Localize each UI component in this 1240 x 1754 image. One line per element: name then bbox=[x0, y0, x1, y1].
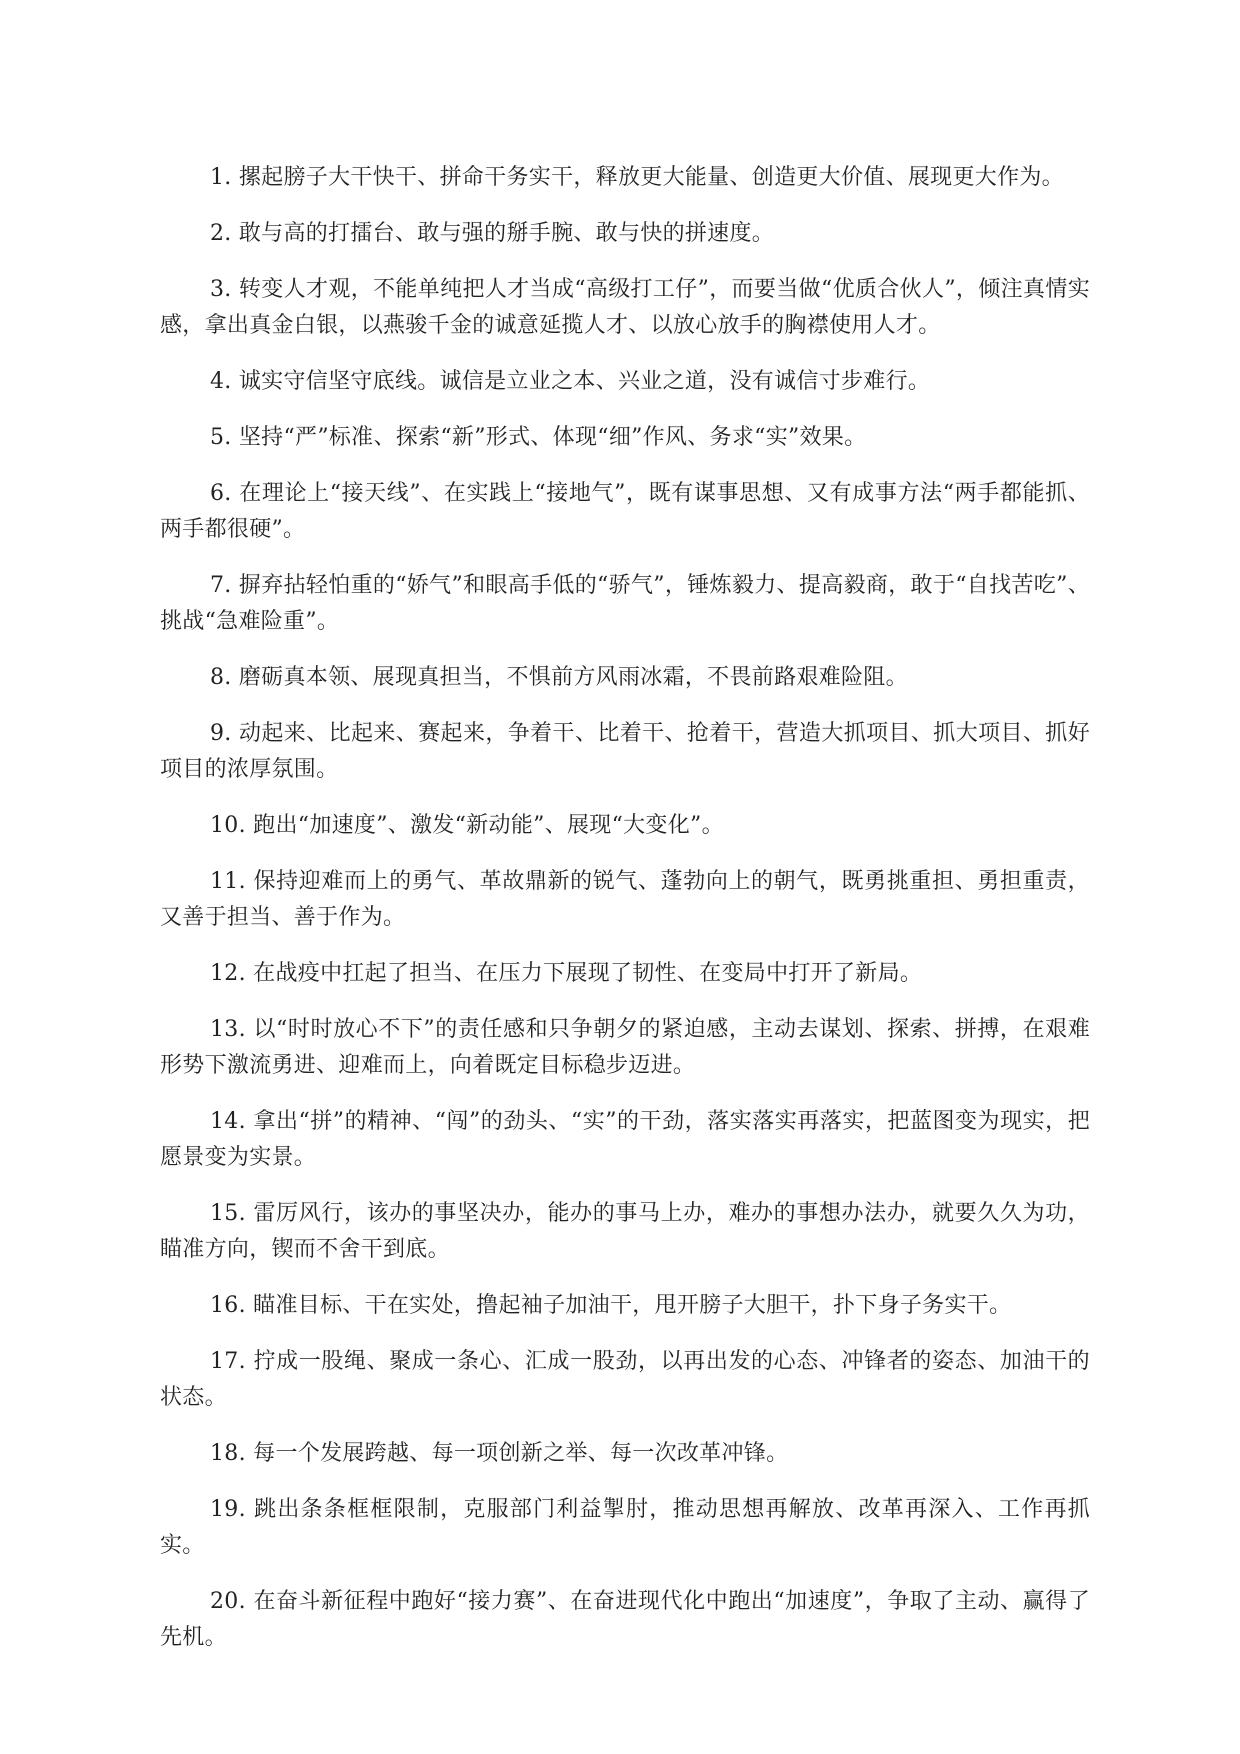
list-item: 6. 在理论上“接天线”、在实践上“接地气”，既有谋事思想、又有成事方法“两手都能抓、两手都很硬”。 bbox=[160, 481, 1090, 542]
list-item: 17. 拧成一股绳、聚成一条心、汇成一股劲，以再出发的心态、冲锋者的姿态、加油干的状态。 bbox=[160, 1349, 1090, 1410]
list-item: 20. 在奋斗新征程中跑好“接力赛”、在奋进现代化中跑出“加速度”，争取了主动、赢得了先机。 bbox=[160, 1589, 1090, 1650]
list-item: 8. 磨砺真本领、展现真担当，不惧前方风雨冰霜，不畏前路艰难险阻。 bbox=[210, 665, 908, 690]
list-item: 14. 拿出“拼”的精神、“闯”的劲头、“实”的干劲，落实落实再落实，把蓝图变为现实，把愿景变为实景。 bbox=[160, 1109, 1090, 1170]
document-body bbox=[160, 160, 1090, 1676]
list-item: 1. 摞起膀子大干快干、拼命干务实干，释放更大能量、创造更大价值、展现更大作为。 bbox=[210, 165, 1064, 190]
list-item: 2. 敢与高的打擂台、敢与强的掰手腕、敢与快的拼速度。 bbox=[210, 221, 775, 246]
list-item: 9. 动起来、比起来、赛起来，争着干、比着干、抢着干，营造大抓项目、抓大项目、抓好项目的浓厚氛围。 bbox=[160, 721, 1090, 782]
list-item: 19. 跳出条条框框限制，克服部门利益掣肘，推动思想再解放、改革再深入、工作再抓实。 bbox=[160, 1497, 1090, 1558]
list-item: 10. 跑出“加速度”、激发“新动能”、展现“大变化”。 bbox=[210, 813, 724, 838]
list-item: 18. 每一个发展跨越、每一项创新之举、每一次改革冲锋。 bbox=[210, 1441, 789, 1466]
list-item: 3. 转变人才观，不能单纯把人才当成“高级打工仔”，而要当做“优质合伙人”，倾注真情实感，拿出真金白银，以燕骏千金的诚意延揽人才、以放心放手的胸襟使用人才。 bbox=[160, 277, 1090, 338]
list-item: 15. 雷厉风行，该办的事坚决办，能办的事马上办，难办的事想办法办，就要久久为功，瞄准方向，锲而不舍干到底。 bbox=[160, 1201, 1090, 1262]
list-item: 12. 在战疫中扛起了担当、在压力下展现了韧性、在变局中打开了新局。 bbox=[210, 961, 923, 986]
list-item: 13. 以“时时放心不下”的责任感和只争朝夕的紧迫感，主动去谋划、探索、拼搏，在艰难形势下激流勇进、迎难而上，向着既定目标稳步迈进。 bbox=[160, 1017, 1090, 1078]
list-item: 7. 摒弃拈轻怕重的“娇气”和眼高手低的“骄气”，锤炼毅力、提高毅商，敢于“自找苦吃”、挑战“急难险重”。 bbox=[160, 573, 1090, 634]
list-item: 5. 坚持“严”标准、探索“新”形式、体现“细”作风、务求“实”效果。 bbox=[210, 425, 867, 450]
list-item: 11. 保持迎难而上的勇气、革故鼎新的锐气、蓬勃向上的朝气，既勇挑重担、勇担重责，又善于担当、善于作为。 bbox=[160, 869, 1090, 930]
list-item: 16. 瞄准目标、干在实处，撸起袖子加油干，甩开膀子大胆干，扑下身子务实干。 bbox=[210, 1293, 1012, 1318]
list-item: 4. 诚实守信坚守底线。诚信是立业之本、兴业之道，没有诚信寸步难行。 bbox=[210, 369, 931, 394]
